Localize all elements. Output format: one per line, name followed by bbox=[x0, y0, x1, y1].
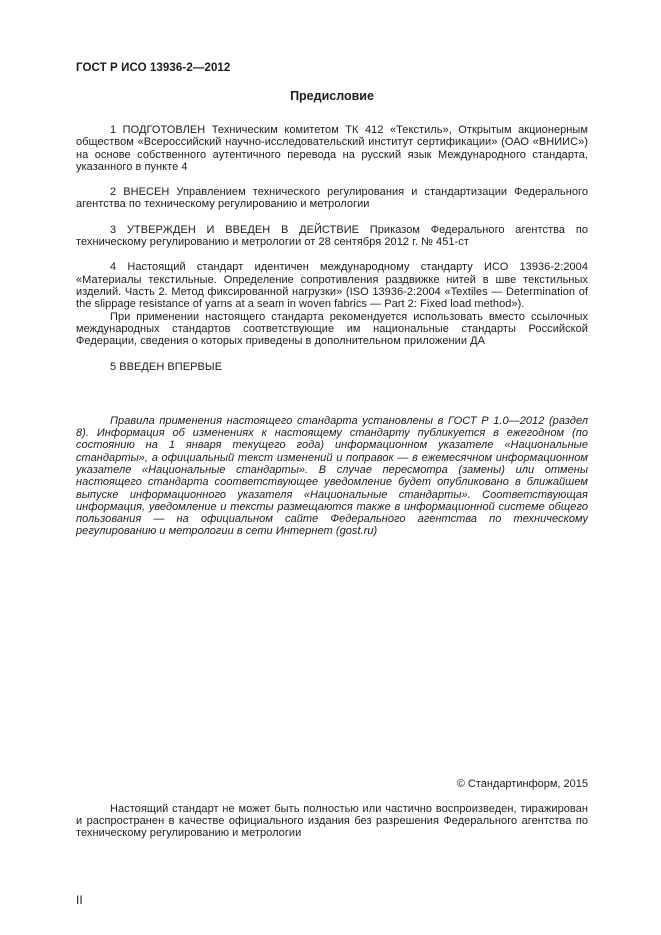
document-header: ГОСТ Р ИСО 13936-2—2012 bbox=[76, 62, 231, 74]
foreword-paragraph-5: При применении настоящего стандарта рекомендуется использовать вместо ссылочных международных стандартов соответствующие им национальные стандарты Российской Федерации, сведения о которых приведены в дополнительном приложении ДА bbox=[76, 310, 588, 348]
distribution-restriction-note: Настоящий стандарт не может быть полностью или частично воспроизведен, тиражирован и распространен в качестве официального издания без разрешения Федерального агентства по техническому регулированию и метрологии bbox=[76, 802, 588, 840]
copyright-line: © Стандартинформ, 2015 bbox=[456, 777, 588, 790]
foreword-paragraph-2: 2 ВНЕСЕН Управлением технического регулирования и стандартизации Федерального агентства по техническому регулированию и метрологии bbox=[76, 186, 588, 211]
page-title: Предисловие bbox=[290, 89, 374, 103]
foreword-paragraph-1: 1 ПОДГОТОВЛЕН Техническим комитетом ТК 412 «Текстиль», Открытым акционерным обществом «Всероссийский научно-исследовательский институт сертификации» (ОАО «ВНИИС») на основе собственного аутентичного перевода на русский язык Международного стандарта, указанного в пункте 4 bbox=[76, 124, 588, 173]
page-number: II bbox=[76, 893, 83, 907]
foreword-paragraph-6: 5 ВВЕДЕН ВПЕРВЫЕ bbox=[110, 361, 223, 374]
foreword-paragraph-4: 4 Настоящий стандарт идентичен международному стандарту ИСО 13936-2:2004 «Материалы текстильные. Определение сопротивления раздвижке нитей в шве текстильных изделий. Часть 2. Метод фиксированной нагрузки» (ISO 13936-2:2004 «Textiles — Determination of the slippage resistance of yarns at a seam in woven fabrics — Part 2: Fixed load method»). bbox=[76, 261, 588, 311]
foreword-paragraph-3: 3 УТВЕРЖДЕН И ВВЕДЕН В ДЕЙСТВИЕ Приказом Федерального агентства по техническому регулированию и метрологии от 28 сентября 2012 г. № 451-ст bbox=[76, 223, 588, 249]
application-rules-note: Правила применения настоящего стандарта установлены в ГОСТ Р 1.0—2012 (раздел 8). Информация об изменениях к настоящему стандарту публикуется в ежегодном (по состоянию на 1 января текущего года) информационном указателе «Национальные стандарты», а официальный текст изменений и поправок — в ежемесячном информационном указателе «Национальные стандарты». В случае пересмотра (замены) или отмены настоящего стандарта соответствующее уведомление будет опубликовано в ближайшем выпуске информационного указателя «Национальные стандарты». Соответствующая информация, уведомление и тексты размещаются также в информационной системе общего пользования — на официальном сайте Федерального агентства по техническому регулированию и метрологии в сети Интернет (gost.ru) bbox=[76, 414, 588, 538]
